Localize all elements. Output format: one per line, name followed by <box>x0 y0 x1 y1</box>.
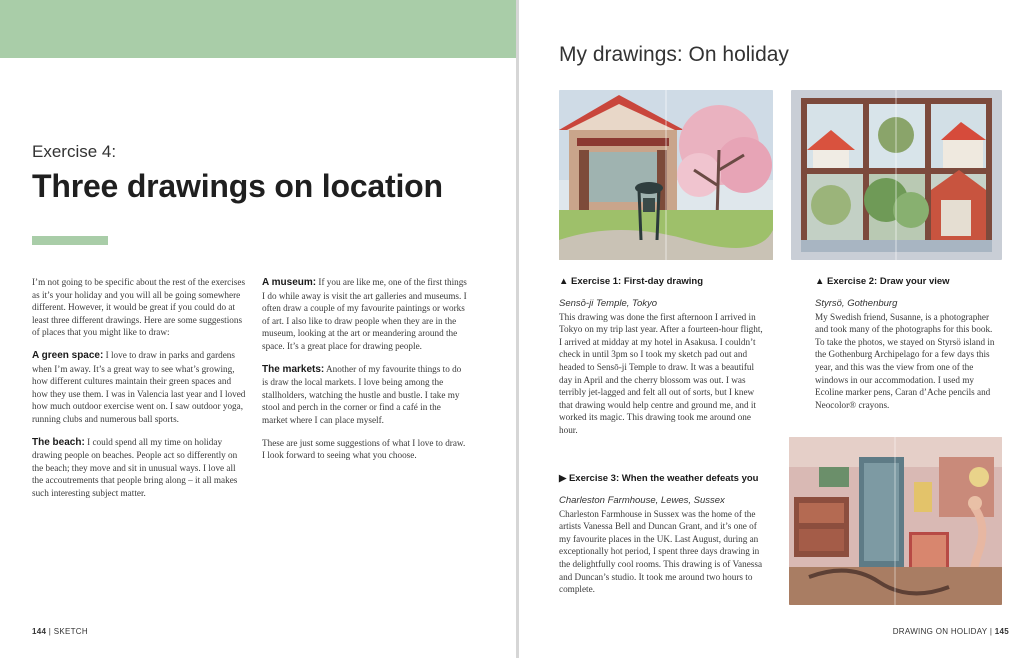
studio-interior-drawing-image <box>789 437 1002 605</box>
exercise2-caption <box>815 276 995 411</box>
exercise2-location: Styrsö, Gothenburg <box>815 298 898 309</box>
green-space-paragraph <box>32 349 247 426</box>
green-space-text: I love to draw in parks and gardens when I’m away. It’s a great way to see what’s growing, how different cultures maintain their green spaces and how they use them. I was in Valencia last year and I loved how much outdoor exercise went on. I saw outdoor yoga, running clubs and numerous ball sports. <box>32 349 246 424</box>
right-page <box>519 0 1025 658</box>
folio-label-right: DRAWING ON HOLIDAY <box>892 627 988 636</box>
exercise1-heading: ▲ Exercise 1: First-day drawing <box>559 276 704 287</box>
museum-heading: A museum: <box>262 277 317 288</box>
exercise1-text: This drawing was done the first afternoon I arrived in Tokyo on my trip last year. After a fourteen-hour flight, I arrived at midday at my hotel in Asakusa. I couldn’t check in until 3pm so I took my sketch pad out and headed to Sensō-ji Temple to draw. It was a beautiful day in April and the cherry blossom was out. I was terribly jet-lagged and felt all out of sorts, but I knew that drawing would help centre and ground me, and it worked its magic. This drawing took me around one hour. <box>559 311 763 435</box>
green-space-heading: A green space: <box>32 349 104 361</box>
beach-paragraph <box>32 436 247 500</box>
page-number-right: 145 <box>994 627 1009 636</box>
exercise2-heading: ▲ Exercise 2: Draw your view <box>815 276 950 287</box>
markets-heading: The markets: <box>262 363 325 375</box>
right-column <box>262 276 467 472</box>
exercise3-caption <box>559 473 764 596</box>
page-number-left: 144 <box>32 627 47 636</box>
exercise1-caption <box>559 276 764 437</box>
exercise3-heading: ▶ Exercise 3: When the weather defeats you <box>559 473 759 484</box>
exercise-kicker: Exercise 4: <box>32 142 117 161</box>
header-color-band <box>0 0 516 58</box>
window-view-drawing-image <box>791 90 1002 260</box>
beach-heading: The beach: <box>32 436 85 448</box>
folio-left: 144 | SKETCH <box>32 627 88 636</box>
markets-paragraph <box>262 363 467 427</box>
page-title: My drawings: On holiday <box>559 43 789 66</box>
temple-drawing-image <box>559 90 773 260</box>
beach-text: I could spend all my time on holiday drawing people on beaches. People act so differently on the beach; they move and sit in unusual ways. I love all the accoutrements that people bring along – it all makes such interesting subject matter. <box>32 436 238 498</box>
exercise-title: Three drawings on location <box>32 168 443 204</box>
accent-rule <box>32 236 108 245</box>
exercise3-location: Charleston Farmhouse, Lewes, Sussex <box>559 495 725 506</box>
markets-text: Another of my favourite things to do is draw the local markets. I love being among the stallholders, watching the hustle and bustle. I take my stool and perch in the corner or find a café in the market where I can place myself. <box>262 363 462 425</box>
left-column <box>32 276 247 510</box>
museum-text: If you are like me, one of the first things I do while away is visit the art galleries and museums. I often draw a couple of my favourite paintings or works of art. I also like to draw people when they are in the museum, looking at the art or meandering around the space. It’s a great place for drawing people. <box>262 277 467 351</box>
folio-label-left: SKETCH <box>53 627 88 636</box>
exercise1-location: Sensō-ji Temple, Tokyo <box>559 298 658 309</box>
museum-paragraph <box>262 276 467 353</box>
exercise3-text: Charleston Farmhouse in Sussex was the home of the artists Vanessa Bell and Duncan Grant, and it’s one of my favourite places in the UK. Last August, during an exceptionally hot period, I spent three days drawing in the delightfully cool rooms. This drawing is of Vanessa and Duncan’s studio. It took me around two hours to complete. <box>559 508 763 595</box>
closing-paragraph: These are just some suggestions of what I love to draw. I look forward to seeing what you choose. <box>262 437 466 461</box>
folio-right: DRAWING ON HOLIDAY | 145 <box>892 627 1009 636</box>
exercise2-text: My Swedish friend, Susanne, is a photographer and took many of the photographs for this book. To take the photos, we stayed on Styrsö island in the Gothenburg Archipelago for a few days this year, and this was the view from one of the windows in our accommodation. I used my Ecoline marker pens, Caran d’Ache pencils and Neocolor® crayons. <box>815 311 995 410</box>
intro-paragraph: I’m not going to be specific about the rest of the exercises as it’s your holiday and you will all be going somewhere different. However, it would be great if you could do at least three different drawings. Here are some suggestions of places that you might like to draw: <box>32 277 246 338</box>
